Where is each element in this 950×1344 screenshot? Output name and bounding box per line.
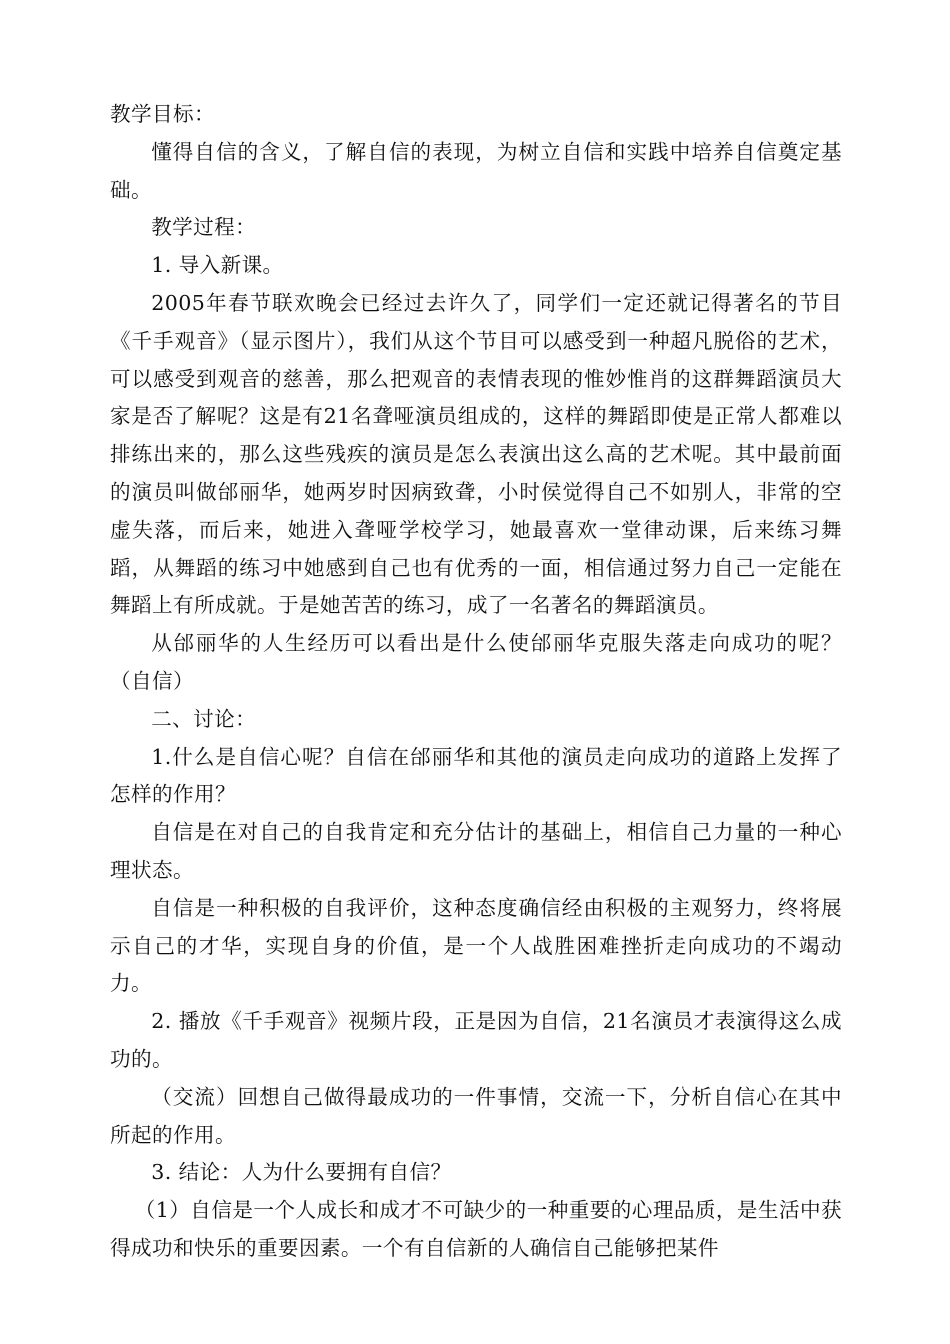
intro-paragraph: 2005年春节联欢晚会已经过去许久了，同学们一定还就记得著名的节目《千手观音》（显示图片），我们从这个节目可以感受到一种超凡脱俗的艺术，可以感受到观音的慈善，那么把观音的表情表现的惟妙惟肖的这群舞蹈演员大家是否了解呢？这是有21名聋哑演员组成的，这样的舞蹈即使是正常人都难以排练出来的，那么这些残疾的演员是怎么表演出这么高的艺术呢。其中最前面的演员叫做邰丽华，她两岁时因病致聋，小时侯觉得自己不如别人，非常的空虚失落，而后来，她进入聋哑学校学习，她最喜欢一堂律动课，后来练习舞蹈，从舞蹈的练习中她感到自己也有优秀的一面，相信通过努力自己一定能在舞蹈上有所成就。于是她苦苦的练习，成了一名著名的舞蹈演员。 bbox=[110, 290, 842, 618]
conclusion-point-1: （1）自信是一个人成长和成才不可缺少的一种重要的心理品质，是生活中获得成功和快乐的重要因素。一个有自信新的人确信自己能够把某件 bbox=[110, 1198, 842, 1260]
definition-paragraph-2: 自信是一种积极的自我评价，这种态度确信经由积极的主观努力，终将展示自己的才华，实现自身的价值，是一个人战胜困难挫折走向成功的不竭动力。 bbox=[110, 895, 842, 996]
step-1-heading: 1. 导入新课。 bbox=[151, 253, 284, 278]
section-heading-discussion: 二、讨论： bbox=[151, 706, 257, 731]
section-heading-teaching-goals: 教学目标： bbox=[110, 102, 215, 126]
question-paragraph: 从邰丽华的人生经历可以看出是什么使邰丽华克服失落走向成功的呢？（自信） bbox=[110, 631, 842, 693]
section-heading-teaching-process: 教学过程： bbox=[151, 215, 257, 240]
step-2-paragraph: 2. 播放《千手观音》视频片段，正是因为自信，21名演员才表演得这么成功的。 bbox=[110, 1009, 842, 1071]
step-3-heading: 3. 结论：人为什么要拥有自信？ bbox=[151, 1160, 452, 1185]
definition-paragraph-1: 自信是在对自己的自我肯定和充分估计的基础上，相信自己力量的一种心理状态。 bbox=[110, 820, 842, 882]
exchange-paragraph: （交流）回想自己做得最成功的一件事情，交流一下，分析自信心在其中所起的作用。 bbox=[110, 1084, 842, 1147]
document-page bbox=[110, 96, 842, 1268]
discussion-question-1: 1.什么是自信心呢？自信在邰丽华和其他的演员走向成功的道路上发挥了怎样的作用？ bbox=[110, 744, 842, 807]
teaching-goal-text: 懂得自信的含义，了解自信的表现，为树立自信和实践中培养自信奠定基础。 bbox=[110, 139, 842, 202]
